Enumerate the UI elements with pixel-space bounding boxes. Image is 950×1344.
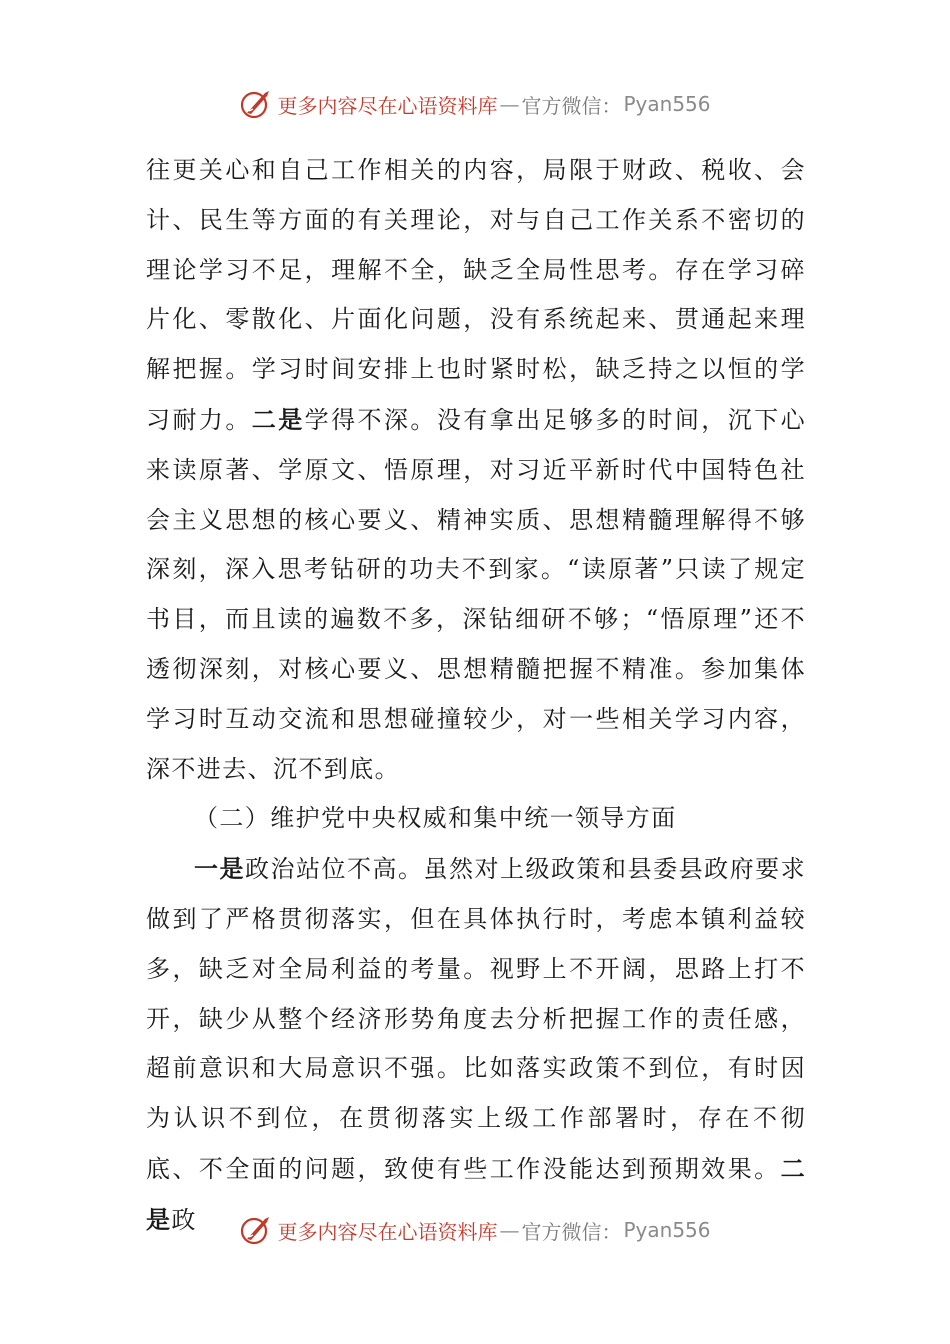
footer-wechat-id: Pyan556 [623,1218,711,1242]
document-body [146,146,806,1246]
paragraph-2 [146,844,806,1245]
header-wechat-label: 官方微信： [521,93,622,118]
quill-logo-icon [239,87,273,121]
header-site-text: 更多内容尽在心语资料库 [277,93,498,118]
paragraph-1-bold-marker: 二是 [251,404,305,434]
footer-watermark-banner [0,1210,950,1250]
header-watermark-banner [0,84,950,124]
paragraph-2-text-b: 政 [171,1205,197,1234]
paragraph-2-bold-marker-1: 一是 [194,854,246,884]
paragraph-2-text-a: 政治站位不高。虽然对上级政策和县委县政府要求做到了严格贯彻落实，但在具体执行时，考虑本镇利益较多，缺乏对全局利益的考量。视野上不开阔，思路上打不开，缺少从整个经济形势角度去分析把握工作的责任感，超前意识和大局意识不强。比如落实政策不到位，有时因为认识不到位，在贯彻落实上级工作部署时，存在不彻底、不全面的问题，致使有些工作没能达到预期效果。 [146,855,806,1183]
footer-separator: — [499,1218,520,1242]
section-heading: （二）维护党中央权威和集中统一领导方面 [194,804,677,833]
header-wechat-id: Pyan556 [623,92,711,116]
quill-logo-icon [239,1213,273,1247]
paragraph-1 [146,146,806,794]
paragraph-1-text-a: 往更关心和自己工作相关的内容，局限于财政、税收、会计、民生等方面的有关理论，对与自己工作关系不密切的理论学习不足，理解不全，缺乏全局性思考。存在学习碎片化、零散化、片面化问题，没有系统起来、贯通起来理解把握。学习时间安排上也时紧时松，缺乏持之以恒的学习耐力。 [146,156,806,434]
footer-site-text: 更多内容尽在心语资料库 [277,1219,498,1244]
paragraph-2-bold-marker-2: 二是 [146,1153,806,1234]
header-separator: — [499,92,520,116]
footer-wechat-label: 官方微信： [521,1219,622,1244]
paragraph-1-text-b: 学得不深。没有拿出足够多的时间，沉下心来读原著、学原文、悟原理，对习近平新时代中国特色社会主义思想的核心要义、精神实质、思想精髓理解得不够深刻，深入思考钻研的功夫不到家。“读原著”只读了规定书目，而且读的遍数不多，深钻细研不够；“悟原理”还不透彻深刻，对核心要义、思想精髓把握不精准。参加集体学习时互动交流和思想碰撞较少，对一些相关学习内容，深不进去、沉不到底。 [146,405,806,783]
